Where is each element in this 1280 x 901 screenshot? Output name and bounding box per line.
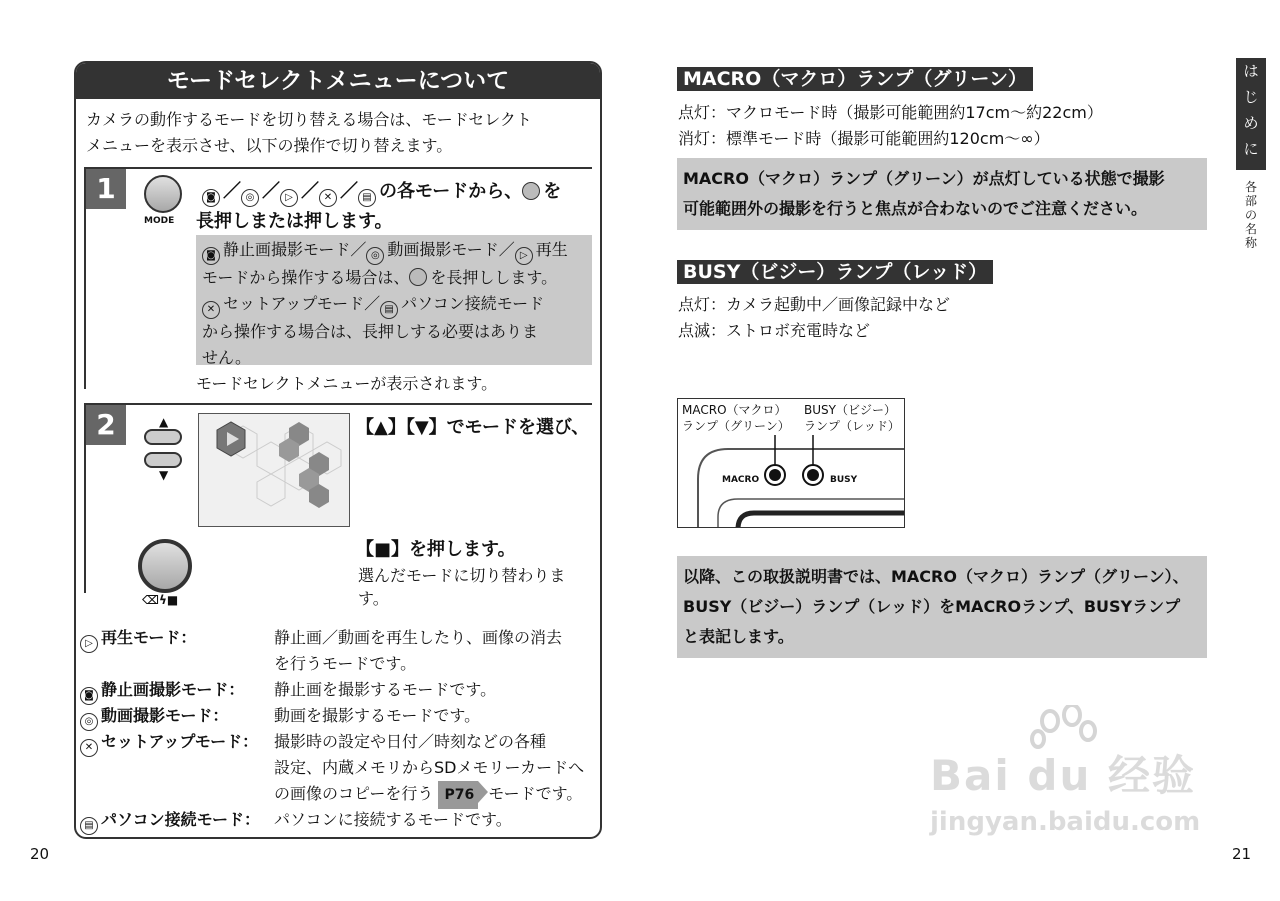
play-icon: ▷ bbox=[280, 189, 298, 207]
mode-item-playback: ▷ 再生モード： bbox=[80, 625, 196, 653]
mode-desc-playback: 静止画／動画を再生したり、画像の消去 を行うモードです。 bbox=[274, 628, 563, 673]
watermark-brand: Bai du 经验 bbox=[930, 751, 1196, 800]
mode-button-small-icon bbox=[522, 182, 540, 200]
lamp-naming-note: 以降、この取扱説明書では、MACRO（マクロ）ランプ（グリーン）、 BUSY（ビジー）ランプ（レッド）をMACROランプ、BUSYランプ と表記します。 bbox=[677, 556, 1207, 658]
still-camera-icon: ◙ bbox=[80, 687, 98, 705]
macro-lamp-status: 点灯：マクロモード時（撮影可能範囲約17cm〜約22cm） 消灯：標準モード時（撮影可能範囲約120cm〜∞） bbox=[678, 103, 1103, 148]
video-camera-icon: ◎ bbox=[241, 189, 259, 207]
diagram-busy-label: BUSY（ビジー） ランプ（レッド） bbox=[804, 403, 900, 433]
hexagon-menu-graphic bbox=[199, 414, 350, 527]
video-camera-icon: ◎ bbox=[80, 713, 98, 731]
lamp-diagram bbox=[677, 398, 905, 528]
down-button-icon bbox=[144, 452, 182, 468]
pc-icon: ▤ bbox=[358, 189, 376, 207]
busy-lamp-title: BUSY（ビジー）ランプ（レッド） bbox=[677, 257, 993, 287]
play-icon: ▷ bbox=[80, 635, 98, 653]
step-2 bbox=[84, 403, 592, 608]
diagram-macro-text: MACRO bbox=[722, 475, 760, 485]
mode-desc-pc: パソコンに接続するモードです。 bbox=[274, 810, 512, 829]
mode-select-section bbox=[74, 61, 602, 839]
setup-icon: ✕ bbox=[202, 301, 220, 319]
set-button-label: ⌫ϟ■ bbox=[142, 593, 179, 607]
diagram-macro-label: MACRO（マクロ） ランプ（グリーン） bbox=[682, 403, 790, 433]
step-number: 2 bbox=[86, 405, 126, 445]
mode-button-small-icon bbox=[409, 268, 427, 286]
mode-button-icon bbox=[144, 175, 182, 213]
section-title: モードセレクトメニューについて bbox=[76, 63, 600, 99]
page-number-right: 21 bbox=[1232, 845, 1252, 863]
step2-instruction-1: 【▲】【▼】でモードを選び、 bbox=[356, 417, 590, 438]
step-number: 1 bbox=[86, 169, 126, 209]
step2-result: 選んだモードに切り替わります。 bbox=[358, 566, 566, 608]
mode-desc-setup: 撮影時の設定や日付／時刻などの各種 設定、内蔵メモリからSDメモリーカードへ の画像のコピーを行う P76 モードです。 bbox=[274, 729, 600, 809]
step1-instruction: ◙ ／ ◎ ／ ▷ ／ ✕ ／ ▤ の各モードから、 を bbox=[202, 177, 561, 207]
macro-lamp-caution: MACRO（マクロ）ランプ（グリーン）が点灯している状態で撮影 可能範囲外の撮影を行うと焦点が合わないのでご注意ください。 bbox=[677, 158, 1207, 230]
mode-item-still: ◙ 静止画撮影モード： bbox=[80, 677, 244, 705]
camera-body-graphic bbox=[678, 399, 905, 528]
step-1 bbox=[84, 167, 592, 393]
busy-lamp-status: 点灯：カメラ起動中／画像記録中など 点滅：ストロボ充電時など bbox=[678, 295, 951, 340]
step1-result: モードセレクトメニューが表示されます。 bbox=[196, 374, 498, 393]
watermark bbox=[930, 705, 1200, 855]
mode-desc-video: 動画を撮影するモードです。 bbox=[274, 706, 481, 725]
intro-text: カメラの動作するモードを切り替える場合は、モードセレクト メニューを表示させ、以下の操作で切り替えます。 bbox=[86, 110, 532, 155]
mode-menu-screen-image bbox=[198, 413, 350, 527]
pc-icon: ▤ bbox=[380, 301, 398, 319]
pc-icon: ▤ bbox=[80, 817, 98, 835]
step1-note: ◙ 静止画撮影モード／ ◎ 動画撮影モード／ ▷ 再生 モードから操作する場合は、 を長押しします。 ✕ セットアップモード／ ▤ パソコン接続モード から操作する場合は、長押しする必要はありま せん。 bbox=[196, 235, 592, 365]
setup-icon: ✕ bbox=[80, 739, 98, 757]
mode-item-setup: ✕ セットアップモード： bbox=[80, 729, 258, 757]
down-arrow-icon: ▼ bbox=[159, 468, 169, 482]
step1-instruction-2: 長押しまたは押します。 bbox=[196, 211, 393, 232]
mode-button-label: MODE bbox=[144, 216, 175, 226]
still-camera-icon: ◙ bbox=[202, 247, 220, 265]
chapter-tab[interactable]: は じ め に bbox=[1236, 58, 1266, 170]
mode-item-pc: ▤ パソコン接続モード： bbox=[80, 807, 260, 835]
page-number-left: 20 bbox=[30, 845, 50, 863]
play-icon: ▷ bbox=[515, 247, 533, 265]
up-arrow-icon: ▲ bbox=[159, 415, 169, 429]
mode-desc-still: 静止画を撮影するモードです。 bbox=[274, 680, 497, 699]
diagram-busy-text: BUSY bbox=[830, 475, 858, 485]
setup-icon: ✕ bbox=[319, 189, 337, 207]
macro-lamp-title: MACRO（マクロ）ランプ（グリーン） bbox=[677, 64, 1033, 94]
video-camera-icon: ◎ bbox=[366, 247, 384, 265]
watermark-url: jingyan.baidu.com bbox=[930, 807, 1201, 837]
still-camera-icon: ◙ bbox=[202, 189, 220, 207]
set-button-icon bbox=[138, 539, 192, 593]
step2-instruction-2: 【■】を押します。 bbox=[356, 539, 516, 560]
up-button-icon bbox=[144, 429, 182, 445]
chapter-subtitle: 各部の名称 bbox=[1244, 180, 1257, 250]
page-reference-tag[interactable]: P76 bbox=[438, 781, 478, 809]
mode-item-video: ◎ 動画撮影モード： bbox=[80, 703, 228, 731]
